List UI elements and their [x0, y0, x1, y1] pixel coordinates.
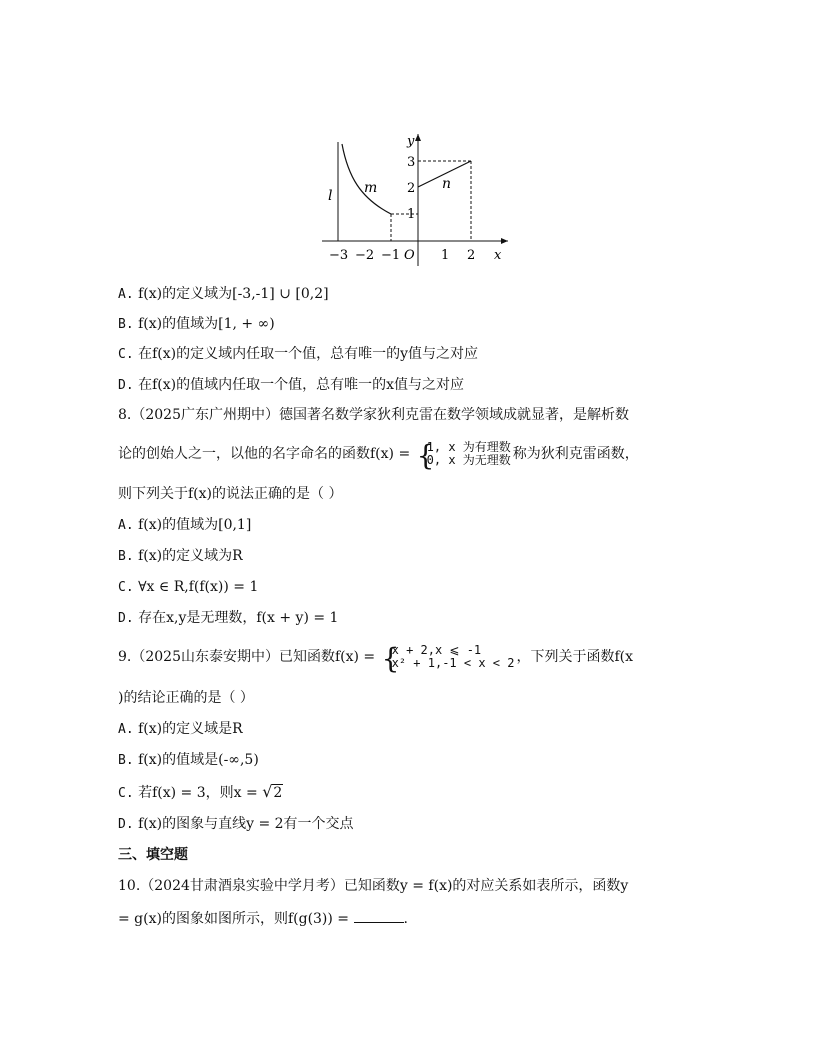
option-text: 在f(x)的值域内任取一个值，总有唯一的x值与之对应: [138, 377, 465, 393]
tick-x-2: 2: [467, 248, 476, 263]
x-axis-label: x: [494, 248, 502, 263]
q9-stem-text: 9.（2025山东泰安期中）已知函数f(x) =: [118, 649, 380, 665]
answer-blank[interactable]: [354, 908, 404, 923]
label-l: l: [328, 188, 333, 204]
sqrt-radicand: 2: [273, 785, 283, 801]
q7-option-c: [118, 344, 478, 365]
q9-option-c: [118, 782, 283, 804]
q9-stem-line1: [118, 642, 633, 675]
q8-stem-line2: [118, 439, 639, 472]
option-label: D.: [118, 611, 134, 626]
curve-m: [342, 144, 391, 214]
q7-option-a: [118, 284, 329, 305]
q10-stem-end: .: [403, 911, 408, 927]
tick-x-minus3: −3: [329, 248, 349, 263]
option-label: A.: [118, 518, 134, 533]
q7-option-d: [118, 375, 464, 396]
y-axis-label: y: [407, 134, 415, 149]
q8-option-a: [118, 515, 251, 536]
option-text: 在f(x)的定义域内任取一个值，总有唯一的y值与之对应: [138, 346, 479, 362]
option-text: f(x)的定义域为R: [138, 548, 243, 564]
tick-x-1: 1: [441, 248, 450, 263]
case-rational: 1, x 为有理数: [426, 440, 511, 454]
q8-stem-text: 称为狄利克雷函数，: [512, 446, 639, 462]
option-text: f(x)的值域为[1, + ∞): [138, 316, 275, 332]
option-text: ∀x ∈ R,f(f(x)) = 1: [138, 579, 259, 595]
q10-stem-line1: 10.（2024甘肃酒泉实验中学月考）已知函数y = f(x)的对应关系如表所示，函数y: [118, 878, 629, 894]
q8-option-d: [118, 608, 338, 629]
tick-y-1: 1: [407, 207, 416, 222]
option-text: f(x)的定义域为[-3,-1] ∪ [0,2]: [138, 286, 329, 302]
option-label: A.: [118, 722, 134, 737]
tick-y-2: 2: [407, 181, 416, 196]
piecewise-function: { 1, x 为有理数 0, x 为无理数: [416, 439, 511, 472]
q9-stem-line2: )的结论正确的是（ ）: [118, 690, 254, 706]
option-label: B.: [118, 753, 134, 768]
case-2: x² + 1,-1 < x < 2: [391, 656, 515, 670]
option-label: D.: [118, 378, 134, 393]
option-text: f(x)的值域是(-∞,5): [138, 752, 259, 768]
q9-option-a: [118, 719, 243, 740]
case-1: x + 2,x ⩽ -1: [391, 643, 482, 657]
option-text: 若f(x) = 3，则x =: [138, 785, 263, 801]
tick-x-minus1: −1: [381, 248, 401, 263]
q9-option-d: [118, 814, 354, 835]
q8-option-c: [118, 577, 258, 598]
option-label: C.: [118, 786, 134, 801]
label-m: m: [364, 180, 378, 196]
label-n: n: [442, 176, 452, 192]
q8-stem-line3: 则下列关于f(x)的说法正确的是（ ）: [118, 486, 343, 502]
option-label: C.: [118, 347, 134, 362]
case-irrational: 0, x 为无理数: [426, 453, 511, 467]
q9-option-b: [118, 750, 259, 771]
q7-option-b: [118, 314, 275, 335]
q8-option-b: [118, 546, 243, 567]
q8-stem-line1: 8.（2025广东广州期中）德国著名数学家狄利克雷在数学领域成就显著，是解析数: [118, 407, 629, 423]
option-label: B.: [118, 549, 134, 564]
origin-label: O: [404, 248, 415, 263]
option-text: f(x)的定义域是R: [138, 721, 243, 737]
option-label: A.: [118, 287, 134, 302]
tick-y-3: 3: [407, 155, 416, 170]
section-heading: 三、填空题: [118, 847, 188, 863]
function-graph: [316, 128, 512, 270]
option-label: B.: [118, 317, 134, 332]
option-text: f(x)的值域为[0,1]: [138, 517, 252, 533]
option-label: C.: [118, 580, 134, 595]
q8-stem-text: 论的创始人之一，以他的名字命名的函数f(x) =: [118, 446, 415, 462]
q10-stem-text: = g(x)的图象如图所示，则f(g(3)) =: [118, 911, 354, 927]
tick-x-minus2: −2: [355, 248, 375, 263]
option-label: D.: [118, 817, 134, 832]
option-text: f(x)的图象与直线y = 2有一个交点: [138, 816, 354, 832]
q9-stem-text: ，下列关于函数f(x: [516, 649, 633, 665]
sqrt-symbol: √: [262, 782, 273, 801]
q10-stem-line2: [118, 908, 408, 929]
option-text: 存在x,y是无理数，f(x + y) = 1: [138, 610, 339, 626]
piecewise-function: { x + 2,x ⩽ -1 x² + 1,-1 < x < 2: [381, 642, 515, 675]
